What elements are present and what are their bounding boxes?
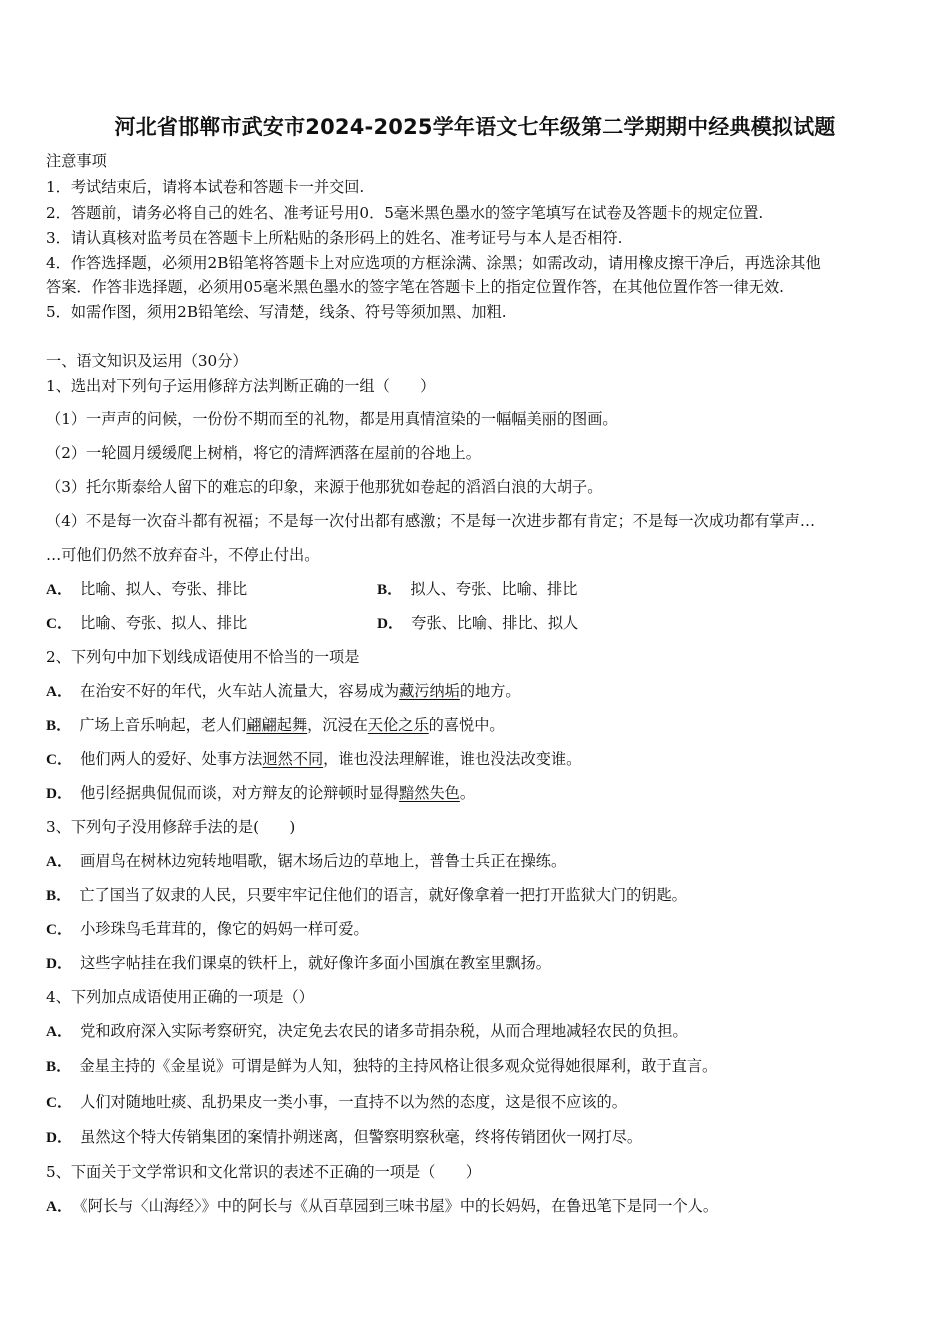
notice-item-3: 3．请认真核对监考员在答题卡上所粘贴的条形码上的姓名、准考证号与本人是否相符. [46,229,623,247]
q5-stem: 5、下面关于文学常识和文化常识的表述不正确的一项是（ ） [46,1163,481,1181]
q1-sentence-4-cont: …可他们仍然不放弃奋斗，不停止付出。 [46,546,320,564]
q3-stem: 3、下列句子没用修辞手法的是( ) [46,818,296,836]
notice-heading: 注意事项 [46,152,107,170]
notice-item-4-cont: 答案．作答非选择题，必须用05毫米黑色墨水的签字笔在答题卡上的指定位置作答，在其他位置作答一律无效. [46,278,784,296]
underlined-idiom: 藏污纳垢 [399,682,460,700]
q4-option-b[interactable]: B． 金星主持的《金星说》可谓是鲜为人知，独特的主持风格让很多观众觉得她很犀利，敢于直言。 [46,1057,718,1075]
underlined-idiom: 黯然失色 [399,784,460,802]
notice-item-1: 1．考试结束后，请将本试卷和答题卡一并交回. [46,178,365,196]
q1-stem: 1、选出对下列句子运用修辞方法判断正确的一组（ ） [46,377,436,395]
q1-sentence-2: （2）一轮圆月缓缓爬上树梢，将它的清辉洒落在屋前的谷地上。 [46,444,481,462]
notice-item-4: 4．作答选择题，必须用2B铅笔将答题卡上对应选项的方框涂满、涂黑；如需改动，请用橡皮擦干净后，再选涂其他 [46,254,821,272]
q1-option-a[interactable]: A． 比喻、拟人、夸张、排比 [46,580,248,598]
q2-stem: 2、下列句中加下划线成语使用不恰当的一项是 [46,648,360,666]
q3-option-c[interactable]: C． 小珍珠鸟毛茸茸的，像它的妈妈一样可爱。 [46,920,369,938]
q4-stem: 4、下列加点成语使用正确的一项是（） [46,988,314,1006]
q1-option-c[interactable]: C． 比喻、夸张、拟人、排比 [46,614,248,632]
underlined-idiom: 迥然不同 [262,750,324,768]
q1-option-b[interactable]: B． 拟人、夸张、比喻、排比 [377,580,578,598]
q4-option-c[interactable]: C． 人们对随地吐痰、乱扔果皮一类小事，一直持不以为然的态度，这是很不应该的。 [46,1093,627,1111]
underlined-idiom: 天伦之乐 [367,716,429,734]
q2-option-c[interactable]: C． 他们两人的爱好、处事方法迥然不同，谁也没法理解谁，谁也没法改变谁。 [46,750,582,768]
q3-option-b[interactable]: B． 亡了国当了奴隶的人民，只要牢牢记住他们的语言，就好像拿着一把打开监狱大门的钥匙。 [46,886,687,904]
q3-option-d[interactable]: D． 这些字帖挂在我们课桌的铁杆上，就好像许多面小国旗在教室里飘扬。 [46,954,551,972]
notice-item-5: 5．如需作图，须用2B铅笔绘、写清楚，线条、符号等须加黑、加粗. [46,303,507,321]
q1-options-row-2 [46,613,579,634]
underlined-idiom: 翩翩起舞 [246,716,308,734]
q1-sentence-3: （3）托尔斯泰给人留下的难忘的印象，来源于他那犹如卷起的滔滔白浪的大胡子。 [46,478,603,496]
q1-option-d[interactable]: D． 夸张、比喻、排比、拟人 [377,614,579,632]
dotted-idiom: 鲜为人知 [276,1057,338,1075]
section-heading: 一、语文知识及运用（30分） [46,352,248,370]
q2-option-b[interactable]: B． 广场上音乐响起，老人们翩翩起舞，沉浸在天伦之乐的喜悦中。 [46,716,505,734]
page-title: 河北省邯郸市武安市2024-2025学年语文七年级第二学期期中经典模拟试题 [114,115,836,139]
q1-sentence-1: （1）一声声的问候，一份份不期而至的礼物，都是用真情渲染的一幅幅美丽的图画。 [46,410,618,428]
q4-option-a[interactable]: A． 党和政府深入实际考察研究，决定免去农民的诸多苛捐杂税，从而合理地减轻农民的负担。 [46,1022,688,1040]
q2-option-d[interactable]: D． 他引经据典侃侃而谈，对方辩友的论辩顿时显得黯然失色。 [46,784,476,802]
q1-sentence-4: （4）不是每一次奋斗都有祝福；不是每一次付出都有感激；不是每一次进步都有肯定；不是每一次成功都有掌声… [46,512,816,530]
dotted-idiom: 诸多苛捐杂税 [383,1022,476,1040]
q4-option-d[interactable]: D． 虽然这个特大传销集团的案情扑朔迷离，但警察明察秋毫，终将传销团伙一网打尽。 [46,1128,643,1146]
q3-option-a[interactable]: A． 画眉鸟在树林边宛转地唱歌，锯木场后边的草地上，普鲁士兵正在操练。 [46,852,567,870]
q2-option-a[interactable]: A． 在治安不好的年代，火车站人流量大，容易成为藏污纳垢的地方。 [46,682,521,700]
notice-item-2: 2．答题前，请务必将自己的姓名、准考证号用0．5毫米黑色墨水的签字笔填写在试卷及答题卡的规定位置. [46,204,764,222]
q1-options-row-1 [46,579,578,600]
dotted-idiom: 扑朔迷离 [277,1128,339,1146]
q5-option-a[interactable]: A． 《阿长与〈山海经〉》中的阿长与《从百草园到三味书屋》中的长妈妈，在鲁迅笔下是同一个人。 [46,1197,719,1215]
dotted-idiom: 不以为然 [383,1093,445,1111]
